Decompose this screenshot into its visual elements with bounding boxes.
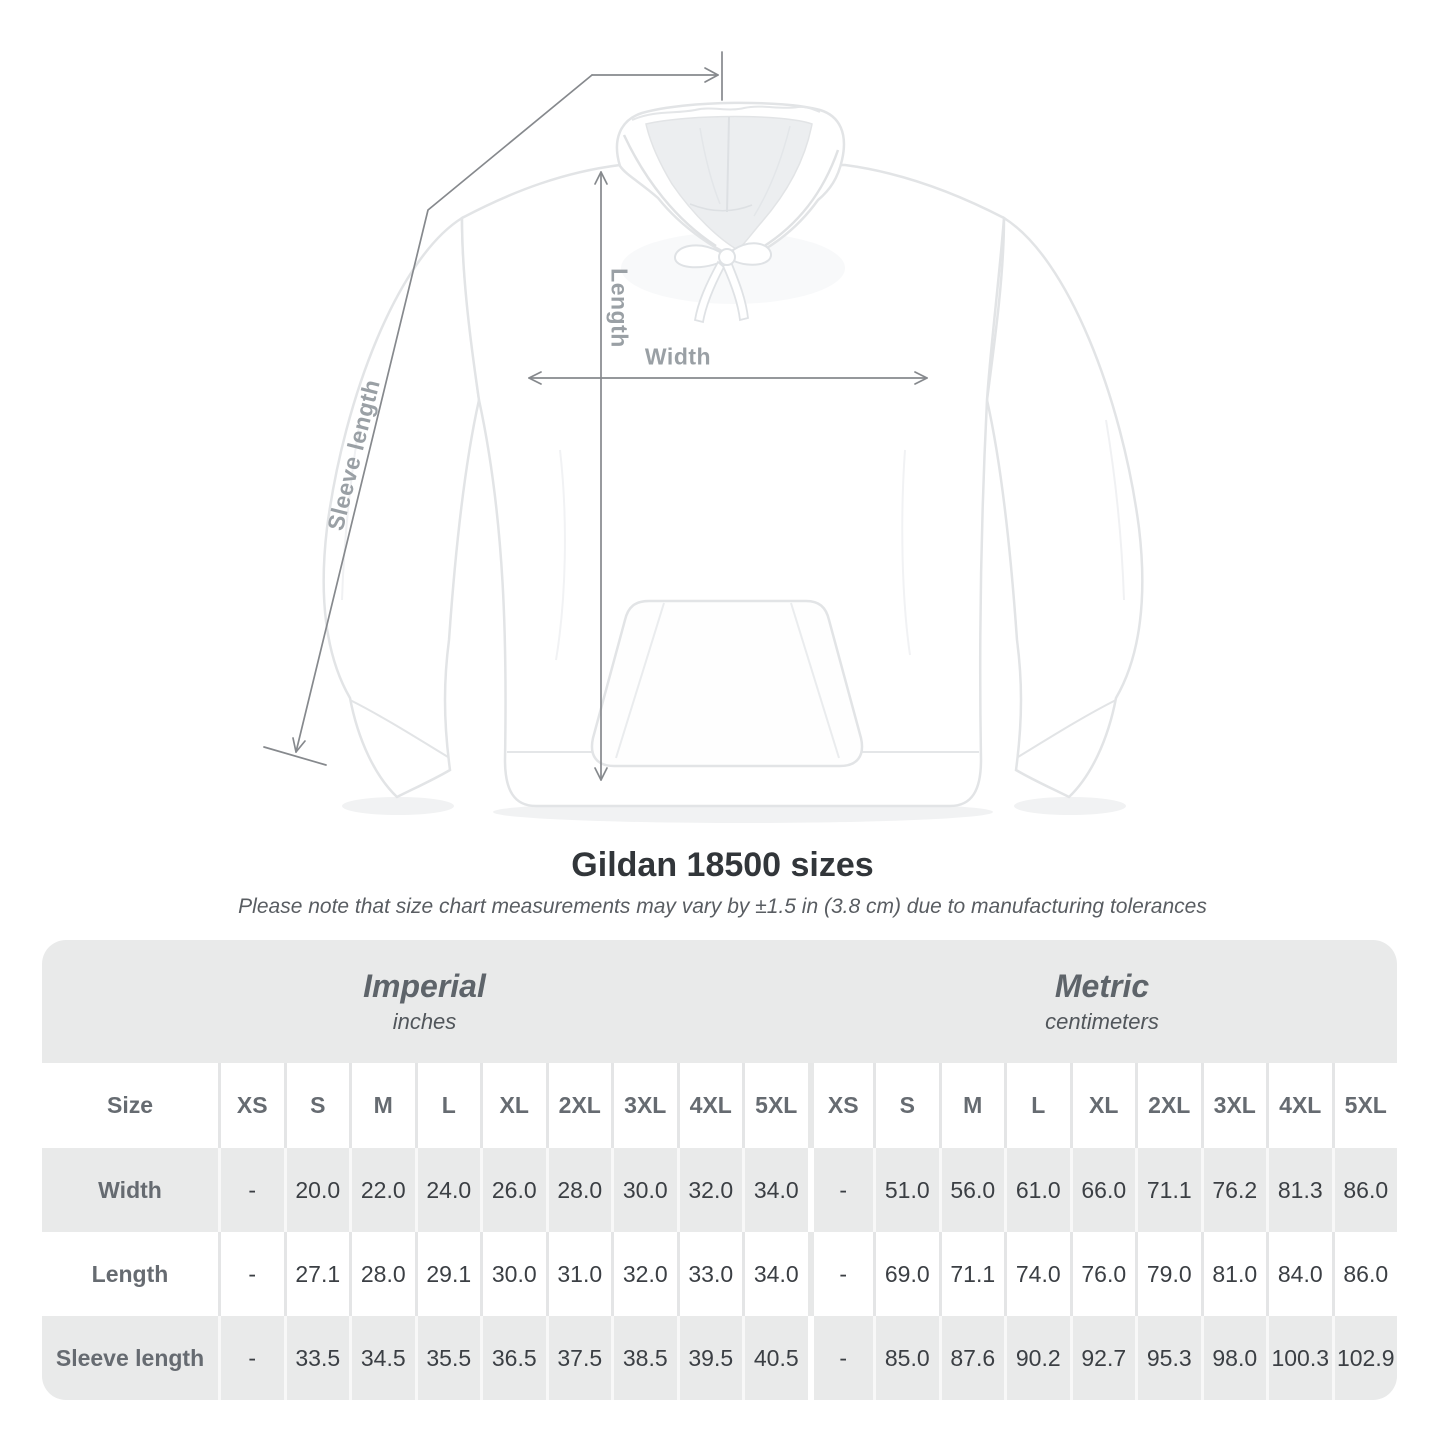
drawcord-right-loop bbox=[733, 243, 771, 264]
value-cell: 33.5 bbox=[284, 1316, 350, 1400]
length-measure-label: Length bbox=[606, 268, 633, 348]
row-label: Width bbox=[98, 1176, 162, 1203]
width-row bbox=[42, 1148, 1397, 1232]
value-cell: 81.3 bbox=[1266, 1148, 1332, 1232]
value-cell: - bbox=[218, 1232, 284, 1316]
value-cell: 95.3 bbox=[1135, 1316, 1201, 1400]
value-cell: 76.2 bbox=[1201, 1148, 1267, 1232]
metric-unit-group bbox=[807, 940, 1397, 1063]
hoodie-illustration bbox=[324, 103, 1143, 823]
right-cuff-shadow bbox=[1014, 797, 1126, 815]
value-cell: 34.0 bbox=[742, 1148, 808, 1232]
row-label: Length bbox=[91, 1260, 169, 1287]
value-cell: 86.0 bbox=[1332, 1148, 1398, 1232]
metric-size-col: 2XL bbox=[1135, 1063, 1201, 1148]
value-cell: 81.0 bbox=[1201, 1232, 1267, 1316]
imperial-size-col: 5XL bbox=[742, 1063, 808, 1148]
value-cell: 36.5 bbox=[480, 1316, 546, 1400]
value-cell: 76.0 bbox=[1070, 1232, 1136, 1316]
left-cuff-shadow bbox=[342, 797, 454, 815]
value-cell: 37.5 bbox=[546, 1316, 612, 1400]
metric-size-col: L bbox=[1004, 1063, 1070, 1148]
value-cell: 87.6 bbox=[939, 1316, 1005, 1400]
value-cell: 85.0 bbox=[873, 1316, 939, 1400]
value-cell: 98.0 bbox=[1201, 1316, 1267, 1400]
imperial-size-col: 4XL bbox=[677, 1063, 743, 1148]
metric-unit: centimeters bbox=[1045, 1009, 1159, 1034]
imperial-size-col: L bbox=[415, 1063, 481, 1148]
imperial-label: Imperial bbox=[363, 968, 486, 1004]
value-cell: 32.0 bbox=[611, 1232, 677, 1316]
value-cell: 74.0 bbox=[1004, 1232, 1070, 1316]
unit-groups-band bbox=[42, 940, 1397, 1063]
value-cell: 61.0 bbox=[1004, 1148, 1070, 1232]
value-cell: 56.0 bbox=[939, 1148, 1005, 1232]
kangaroo-pocket bbox=[592, 601, 862, 766]
size-table bbox=[42, 940, 1397, 1400]
imperial-size-col: 2XL bbox=[546, 1063, 612, 1148]
value-cell: 39.5 bbox=[677, 1316, 743, 1400]
value-cell: 26.0 bbox=[480, 1148, 546, 1232]
metric-size-col: 3XL bbox=[1201, 1063, 1267, 1148]
sleeve-length-measure-label: Sleeve length bbox=[322, 376, 385, 534]
value-cell: 20.0 bbox=[284, 1148, 350, 1232]
value-cell: 27.1 bbox=[284, 1232, 350, 1316]
value-cell: 28.0 bbox=[349, 1232, 415, 1316]
metric-size-col: S bbox=[873, 1063, 939, 1148]
length-row bbox=[42, 1232, 1397, 1316]
value-cell: 30.0 bbox=[611, 1148, 677, 1232]
width-measure-label: Width bbox=[644, 343, 712, 370]
drawcord-left-loop bbox=[675, 245, 721, 267]
value-cell: 79.0 bbox=[1135, 1232, 1201, 1316]
metric-size-col: 5XL bbox=[1332, 1063, 1398, 1148]
value-cell: 28.0 bbox=[546, 1148, 612, 1232]
imperial-size-col: XL bbox=[480, 1063, 546, 1148]
value-cell: 29.1 bbox=[415, 1232, 481, 1316]
value-cell: 22.0 bbox=[349, 1148, 415, 1232]
value-cell: 71.1 bbox=[939, 1232, 1005, 1316]
imperial-size-col: 3XL bbox=[611, 1063, 677, 1148]
value-cell: 84.0 bbox=[1266, 1232, 1332, 1316]
tolerance-note: Please note that size chart measurements may vary by ±1.5 in (3.8 cm) due to manufacturing tolerances bbox=[238, 895, 1207, 918]
value-cell: 32.0 bbox=[677, 1148, 743, 1232]
metric-label: Metric bbox=[1054, 968, 1150, 1004]
value-cell: 90.2 bbox=[1004, 1316, 1070, 1400]
value-cell: 51.0 bbox=[873, 1148, 939, 1232]
metric-size-col: M bbox=[939, 1063, 1005, 1148]
value-cell: 35.5 bbox=[415, 1316, 481, 1400]
size-header-row bbox=[42, 1063, 1397, 1148]
value-cell: - bbox=[218, 1316, 284, 1400]
value-cell: 31.0 bbox=[546, 1232, 612, 1316]
right-sleeve bbox=[987, 218, 1142, 797]
value-cell: - bbox=[218, 1148, 284, 1232]
value-cell: 100.3 bbox=[1266, 1316, 1332, 1400]
imperial-unit: inches bbox=[392, 1009, 457, 1034]
value-cell: 66.0 bbox=[1070, 1148, 1136, 1232]
metric-size-col: 4XL bbox=[1266, 1063, 1332, 1148]
value-cell: 34.5 bbox=[349, 1316, 415, 1400]
drawcord-knot bbox=[719, 249, 735, 265]
value-cell: 71.1 bbox=[1135, 1148, 1201, 1232]
value-cell: - bbox=[808, 1148, 874, 1232]
value-cell: 33.0 bbox=[677, 1232, 743, 1316]
value-cell: 40.5 bbox=[742, 1316, 808, 1400]
value-cell: 24.0 bbox=[415, 1148, 481, 1232]
value-cell: 34.0 bbox=[742, 1232, 808, 1316]
value-cell: 86.0 bbox=[1332, 1232, 1398, 1316]
imperial-unit-group bbox=[42, 940, 807, 1063]
value-cell: 102.9 bbox=[1332, 1316, 1398, 1400]
value-cell: - bbox=[808, 1316, 874, 1400]
value-cell: 38.5 bbox=[611, 1316, 677, 1400]
value-cell: 92.7 bbox=[1070, 1316, 1136, 1400]
imperial-size-col: XS bbox=[218, 1063, 284, 1148]
value-cell: - bbox=[808, 1232, 874, 1316]
value-cell: 69.0 bbox=[873, 1232, 939, 1316]
imperial-size-col: S bbox=[284, 1063, 350, 1148]
page-title: Gildan 18500 sizes bbox=[571, 846, 874, 884]
metric-size-col: XS bbox=[808, 1063, 874, 1148]
imperial-size-col: M bbox=[349, 1063, 415, 1148]
row-label: Sleeve length bbox=[55, 1344, 205, 1371]
value-cell: 30.0 bbox=[480, 1232, 546, 1316]
metric-size-col: XL bbox=[1070, 1063, 1136, 1148]
size-header: Size bbox=[106, 1092, 154, 1118]
sleeve-length-row bbox=[42, 1316, 1397, 1400]
